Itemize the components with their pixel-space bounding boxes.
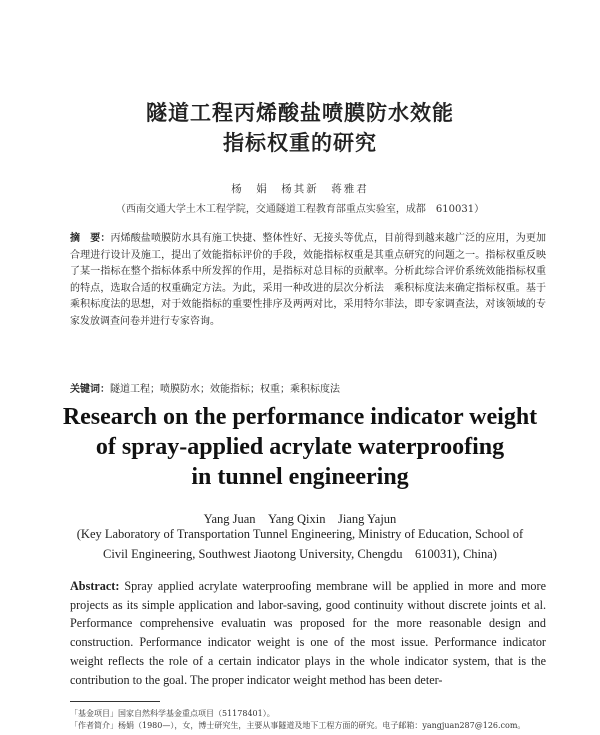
footnote-divider [70, 701, 160, 702]
chinese-authors: 杨 娟 杨其新 蒋雅君 [231, 183, 369, 195]
chinese-keywords-text: 隧道工程；喷膜防水；效能指标；权重；乘积标度法 [110, 384, 340, 395]
chinese-title-line-2: 指标权重的研究 [223, 131, 377, 155]
english-affiliation-line-1: (Key Laboratory of Transportation Tunnel Engineering, Ministry of Education, School of [76, 527, 524, 541]
english-title-line-1: Research on the performance indicator weight [62, 404, 538, 430]
english-abstract [70, 577, 546, 689]
english-title-line-3: in tunnel engineering [191, 464, 409, 490]
chinese-affiliation: （西南交通大学土木工程学院，交通隧道工程教育部重点实验室，成都 610031） [115, 204, 485, 215]
english-title-line-2: of spray-applied acrylate waterproofing [95, 434, 505, 460]
chinese-keywords [70, 380, 546, 395]
chinese-keywords-label: 关键词： [70, 384, 110, 395]
chinese-title-line-1: 隧道工程丙烯酸盐喷膜防水效能 [146, 101, 454, 125]
chinese-abstract [70, 231, 546, 331]
footnote-fund: 「基金项目」国家自然科学基金重点项目（51178401）。 [70, 709, 275, 718]
chinese-abstract-label: 摘 要： [70, 233, 111, 244]
english-abstract-label: Abstract: [70, 579, 120, 593]
english-abstract-text: Spray applied acrylate waterproofing membrane will be applied in more and more projects as its simple application and labor-saving, good continuity without discrete joints et al. Performance comprehensive evaluatin was proposed for the more reasonable design and construction. Performance indicator weight is one of the most issue. Performance indicator weight reflects the role of a certain indicator plays in the whole indicator system, that is the contribution to the goal. The proper indicator weight method has been deter- [70, 579, 546, 687]
english-authors: Yang Juan Yang Qixin Jiang Yajun [203, 512, 397, 526]
footnote-author-bio: 「作者简介」杨娟（1980—），女，博士研究生，主要从事隧道及地下工程方面的研究。电子邮箱：yangjuan287@126.com。 [70, 721, 526, 730]
english-affiliation-line-2: Civil Engineering, Southwest Jiaotong University, Chengdu 610031), China) [103, 547, 497, 561]
chinese-abstract-text: 丙烯酸盐喷膜防水具有施工快捷、整体性好、无接头等优点，目前得到越来越广泛的应用，为更加合理进行设计及施工，提出了效能指标评价的手段，效能指标权重是其重点研究的问题之一。指标权重反映了某一指标在整个指标体系中所发挥的作用，是指标对总目标的贡献率。分析此综合评价系统效能指标权重的特点，选取合适的权重确定方法。为此，采用一种改进的层次分析法 乘积标度法来确定指标权重。基于乘积标度法的思想，对于效能指标的重要性排序及两两对比，采用特尔菲法，即专家调查法，对该领域的专家发放调查问卷并进行专家咨询。 [70, 233, 547, 327]
